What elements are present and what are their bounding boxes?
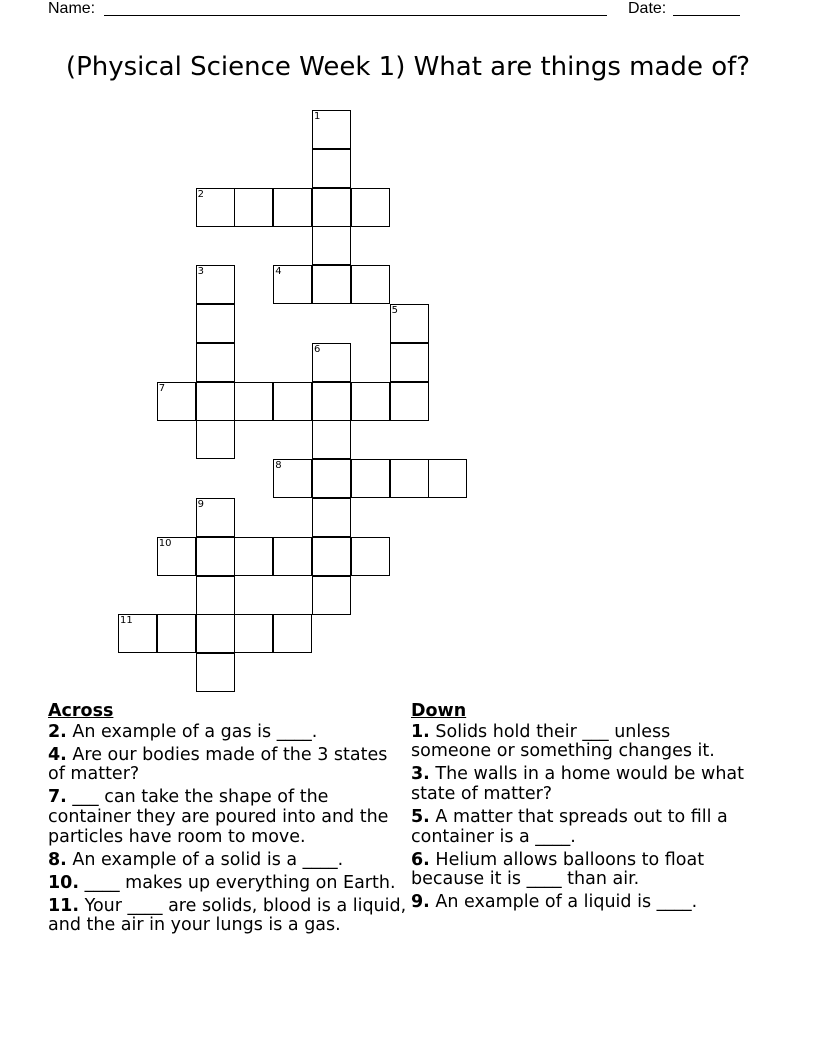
crossword-cell[interactable] xyxy=(390,382,429,421)
crossword-cell[interactable] xyxy=(157,537,196,576)
crossword-cell[interactable] xyxy=(312,265,351,304)
crossword-cell[interactable] xyxy=(157,382,196,421)
down-heading: Down xyxy=(411,701,467,721)
crossword-cell[interactable] xyxy=(196,653,235,692)
crossword-cell[interactable] xyxy=(312,226,351,265)
cell-number: 7 xyxy=(158,382,166,394)
crossword-cell[interactable] xyxy=(196,498,235,537)
down-clue: 5. A matter that spreads out to fill a container is a ____. xyxy=(411,806,728,847)
crossword-cell[interactable] xyxy=(351,265,390,304)
crossword-cell[interactable] xyxy=(390,304,429,343)
crossword-cell[interactable] xyxy=(351,382,390,421)
page-title: (Physical Science Week 1) What are things made of? xyxy=(65,52,751,82)
crossword-cell[interactable] xyxy=(390,343,429,382)
date-label: Date: xyxy=(628,0,667,17)
crossword-cell[interactable] xyxy=(196,537,235,576)
crossword-cell[interactable] xyxy=(118,614,157,653)
down-clue: 9. An example of a liquid is ____. xyxy=(411,892,698,913)
crossword-cell[interactable] xyxy=(312,576,351,615)
crossword-cell[interactable] xyxy=(273,537,312,576)
crossword-cell[interactable] xyxy=(196,343,235,382)
cell-number: 2 xyxy=(197,188,204,200)
crossword-cell[interactable] xyxy=(312,149,351,188)
cell-number: 5 xyxy=(391,305,398,316)
crossword-cell[interactable] xyxy=(312,188,351,227)
crossword-cell[interactable] xyxy=(234,382,273,421)
across-clue: 10. ____ makes up everything on Earth. xyxy=(48,872,396,893)
down-clue: 6. Helium allows balloons to float because it is ____ than air. xyxy=(411,849,705,890)
crossword-cell[interactable] xyxy=(234,537,273,576)
cell-number: 9 xyxy=(197,499,204,510)
crossword-cell[interactable] xyxy=(196,188,235,227)
crossword-cell[interactable] xyxy=(196,576,235,615)
crossword-cell[interactable] xyxy=(273,459,312,498)
crossword-cell[interactable] xyxy=(273,382,312,421)
down-clues xyxy=(411,702,751,916)
down-clue: 3. The walls in a home would be what state of matter? xyxy=(411,764,745,804)
across-clue: 7. ___ can take the shape of the container they are poured into and the particles have room to move. xyxy=(48,787,389,847)
across-clue: 2. An example of a gas is ____. xyxy=(48,721,318,742)
crossword-cell[interactable] xyxy=(351,188,390,227)
crossword-cell[interactable] xyxy=(273,188,312,227)
down-clue: 1. Solids hold their ___ unless someone or something changes it. xyxy=(411,721,715,762)
cell-number: 8 xyxy=(275,460,282,472)
crossword-cell[interactable] xyxy=(196,304,235,343)
crossword-cell[interactable] xyxy=(196,382,235,421)
across-clue: 8. An example of a solid is a ____. xyxy=(48,849,344,870)
crossword-cell[interactable] xyxy=(196,614,235,653)
crossword-cell[interactable] xyxy=(312,459,351,498)
crossword-cell[interactable] xyxy=(312,498,351,537)
cell-number: 1 xyxy=(314,111,321,122)
crossword-cell[interactable] xyxy=(157,614,196,653)
cell-number: 10 xyxy=(158,537,172,549)
crossword-cell[interactable] xyxy=(312,382,351,421)
crossword-cell[interactable] xyxy=(234,614,273,653)
crossword-cell[interactable] xyxy=(312,420,351,459)
crossword-cell[interactable] xyxy=(390,459,429,498)
cell-number: 4 xyxy=(275,266,282,278)
crossword-cell[interactable] xyxy=(351,459,390,498)
crossword-cell[interactable] xyxy=(196,265,235,304)
cell-number: 3 xyxy=(197,266,204,278)
crossword-cell[interactable] xyxy=(273,614,312,653)
cell-number: 11 xyxy=(120,615,133,627)
across-clue: 11. Your ____ are solids, blood is a liquid, and the air in your lungs is a gas. xyxy=(48,895,407,936)
crossword-cell[interactable] xyxy=(196,420,235,459)
crossword-cell[interactable] xyxy=(273,265,312,304)
cell-number: 6 xyxy=(314,343,321,355)
across-clue: 4. Are our bodies made of the 3 states of matter? xyxy=(48,744,388,785)
crossword-cell[interactable] xyxy=(351,537,390,576)
name-label: Name: xyxy=(48,0,96,17)
crossword-cell[interactable] xyxy=(312,110,351,149)
crossword-cell[interactable] xyxy=(234,188,273,227)
crossword-cell[interactable] xyxy=(428,459,467,498)
crossword-cell[interactable] xyxy=(312,537,351,576)
across-clues xyxy=(48,702,408,940)
across-heading: Across xyxy=(48,701,114,721)
crossword-cell[interactable] xyxy=(312,343,351,382)
